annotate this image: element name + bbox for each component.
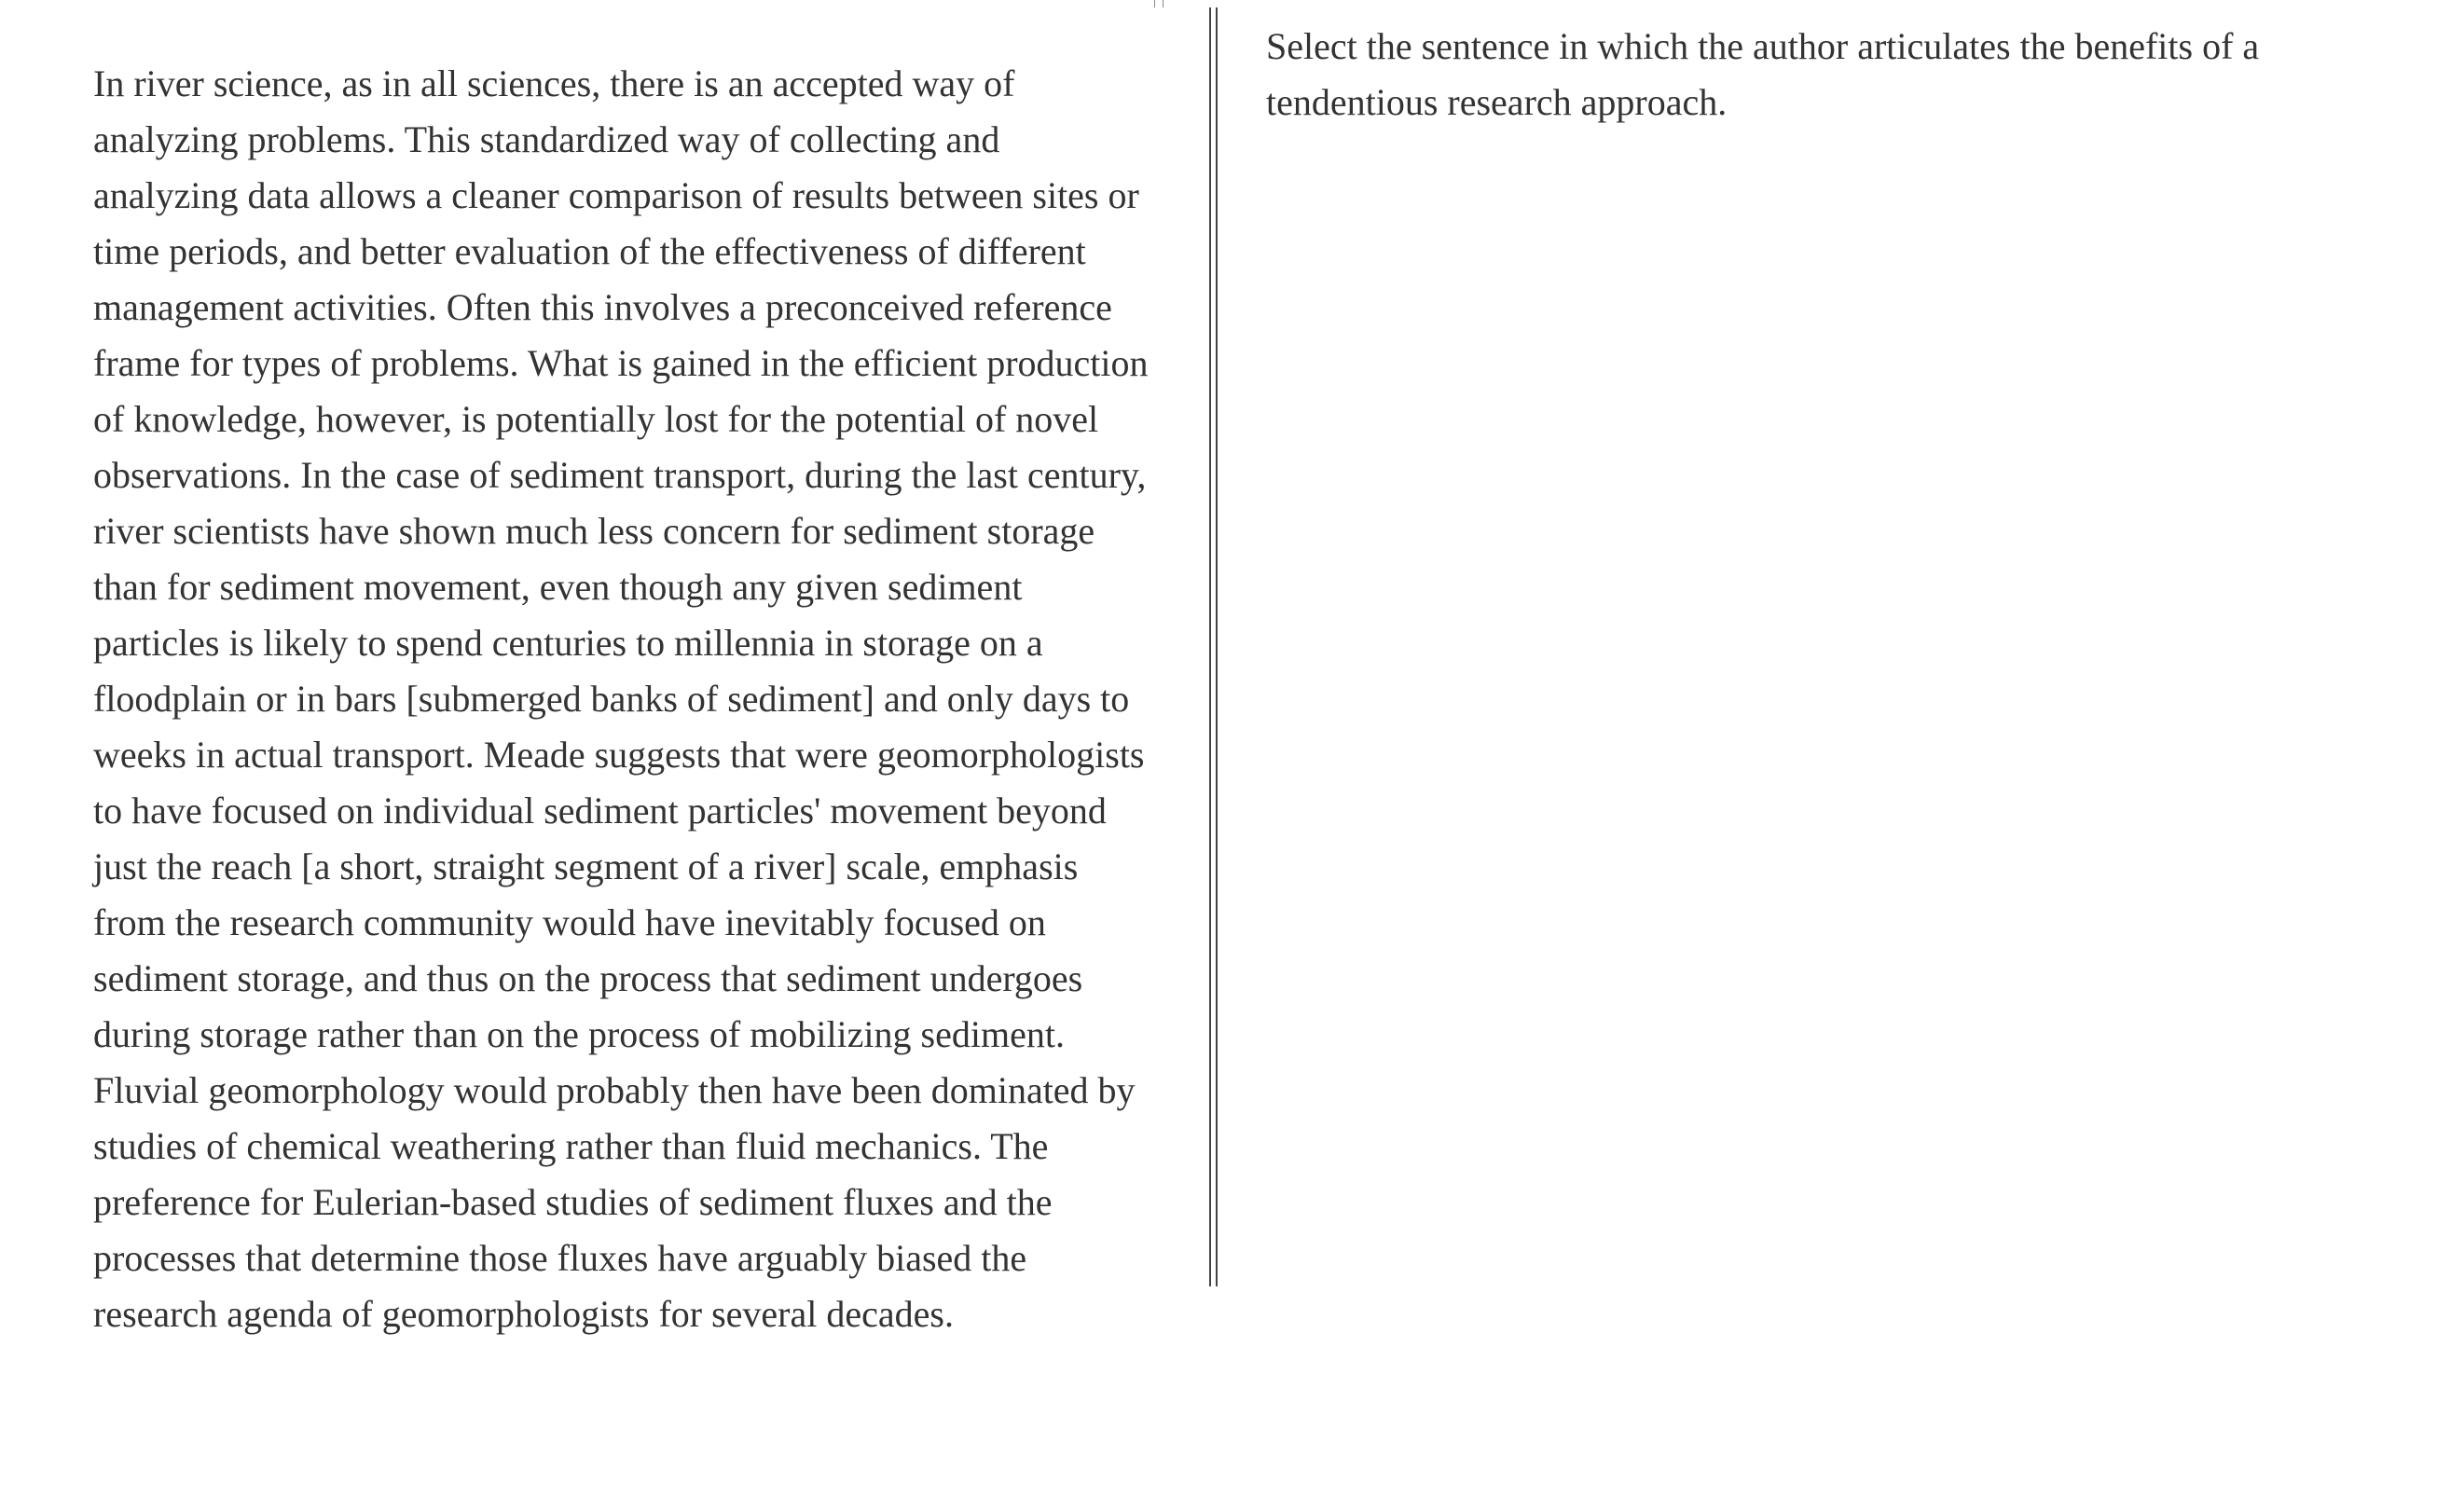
passage-sentence-5[interactable]: In the case of sediment transport, during the last century, river scientists have shown much less concern for sediment storage than for sediment movement, even though any given sediment particles is likely to spend centuries to millennia in storage on a floodplain or in bars [submerged banks of sediment] and only days to weeks in actual transport. xyxy=(93,454,1147,776)
passage-sentence-6[interactable]: Meade suggests that were geomorphologists to have focused on individual sediment particles' movement beyond just the reach [a short, straight segment of a river] scale, emphasis from the research community would have inevitably focused on sediment storage, and thus on the process that sediment undergoes during storage rather than on the process of mobilizing sediment. xyxy=(93,734,1145,1055)
passage-text xyxy=(93,56,1151,1342)
passage-sentence-7[interactable]: Fluvial geomorphology would probably then have been dominated by studies of chemical weathering rather than fluid mechanics. xyxy=(93,1069,1136,1167)
passage-sentence-2[interactable]: This standardized way of collecting and analyzing data allows a cleaner comparison of results between sites or time periods, and better evaluation of the effectiveness of different management activities. xyxy=(93,118,1139,328)
splitter-handle[interactable] xyxy=(1154,0,1163,7)
question-prompt: Select the sentence in which the author articulates the benefits of a tendentious research approach. xyxy=(1266,25,2260,123)
passage-sentence-3[interactable]: Often this involves a preconceived reference frame for types of problems. xyxy=(93,286,1112,384)
pane-divider[interactable] xyxy=(1209,7,1218,1286)
passage-sentence-8[interactable]: The preference for Eulerian-based studies of sediment fluxes and the processes that determine those fluxes have arguably biased the research agenda of geomorphologists for several decades. xyxy=(93,1125,1053,1335)
passage-sentence-1[interactable]: In river science, as in all sciences, there is an accepted way of analyzing problems. xyxy=(93,62,1015,160)
passage-sentence-4[interactable]: What is gained in the efficient production of knowledge, however, is potentially lost for the potential of novel observations. xyxy=(93,342,1149,496)
